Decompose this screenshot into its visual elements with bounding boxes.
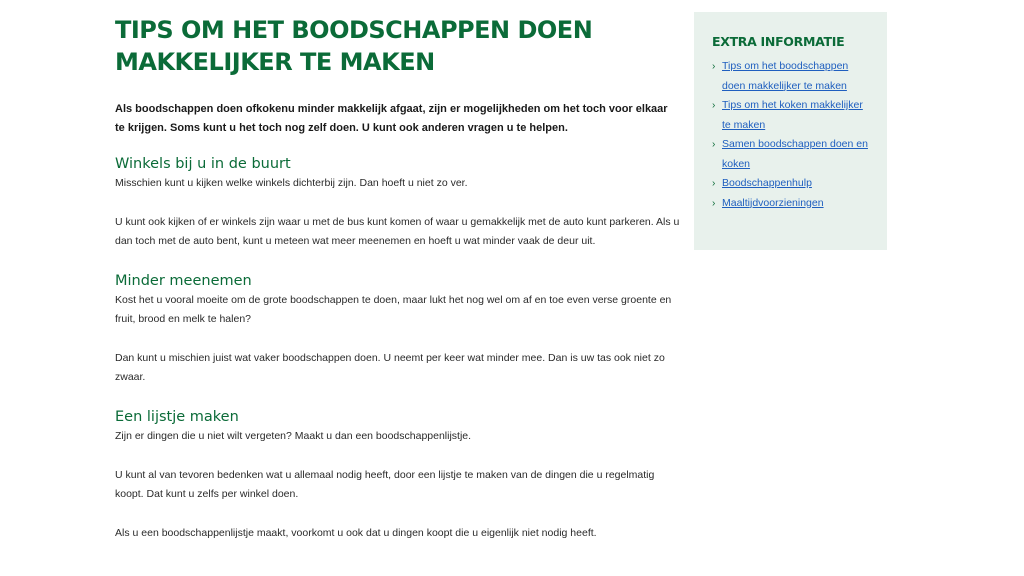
page-title: TIPS OM HET BOODSCHAPPEN DOEN MAKKELIJKER TE MAKEN — [115, 16, 593, 76]
section-heading: Winkels bij u in de buurt — [115, 156, 291, 172]
paragraph: U kunt al van tevoren bedenken wat u allemaal nodig heeft, door een lijstje te maken van de dingen die u regelmatig koopt. Dat kunt u zelfs per winkel doen. — [115, 469, 655, 500]
sidebar-item — [712, 57, 873, 96]
intro-text: Als boodschappen doen ofkokenu minder makkelijk afgaat, zijn er mogelijkheden om het toch voor elkaar te krijgen. Soms kunt u het toch nog zelf doen. U kunt ook anderen vragen u te helpen. — [115, 103, 668, 134]
sidebar-title: EXTRA INFORMATIE — [712, 34, 845, 49]
sidebar-link-list — [712, 57, 873, 213]
section-heading: Minder meenemen — [115, 273, 252, 289]
section-winkels — [115, 154, 680, 251]
chevron-right-icon: › — [712, 100, 716, 111]
section-lijstje — [115, 407, 680, 543]
sidebar-link-samen-koken[interactable]: Samen boodschappen doen en koken — [722, 138, 868, 170]
sidebar-link-maaltijdvoorzieningen[interactable]: Maaltijdvoorzieningen — [722, 196, 824, 209]
chevron-right-icon: › — [712, 61, 716, 72]
paragraph: Misschien kunt u kijken welke winkels dichterbij zijn. Dan hoeft u niet zo ver. — [115, 177, 468, 189]
sidebar-item — [712, 174, 873, 194]
chevron-right-icon: › — [712, 178, 716, 189]
sidebar-link-koken-tips[interactable]: Tips om het koken makkelijker te maken — [722, 99, 863, 131]
chevron-right-icon: › — [712, 139, 716, 150]
extra-info-sidebar — [694, 12, 887, 250]
paragraph: Zijn er dingen die u niet wilt vergeten? Maakt u dan een boodschappenlijstje. — [115, 430, 472, 442]
paragraph: Kost het u vooral moeite om de grote boodschappen te doen, maar lukt het nog wel om af en toe even verse groente en fruit, brood en melk te halen? — [115, 294, 672, 325]
paragraph: U kunt ook kijken of er winkels zijn waar u met de bus kunt komen of waar u gemakkelijk met de auto kunt parkeren. Als u dan toch met de auto bent, kunt u meteen wat meer meenemen en hoeft u wat minder vaak de deur uit. — [115, 216, 680, 247]
sidebar-item — [712, 96, 873, 135]
section-heading: Een lijstje maken — [115, 409, 239, 425]
paragraph: Dan kunt u mischien juist wat vaker boodschappen doen. U neemt per keer wat minder mee. Dan is uw tas ook niet zo zwaar. — [115, 352, 665, 383]
sidebar-link-boodschappen-tips[interactable]: Tips om het boodschappen doen makkelijker te maken — [722, 60, 849, 92]
sidebar-item — [712, 135, 873, 174]
sidebar-link-boodschappenhulp[interactable]: Boodschappenhulp — [722, 177, 812, 189]
chevron-right-icon: › — [712, 197, 716, 209]
sidebar-item — [712, 194, 873, 214]
main-content — [115, 14, 680, 543]
section-minder-meenemen — [115, 271, 680, 387]
paragraph: Als u een boodschappenlijstje maakt, voorkomt u ook dat u dingen koopt die u eigenlijk niet nodig heeft. — [115, 527, 597, 539]
